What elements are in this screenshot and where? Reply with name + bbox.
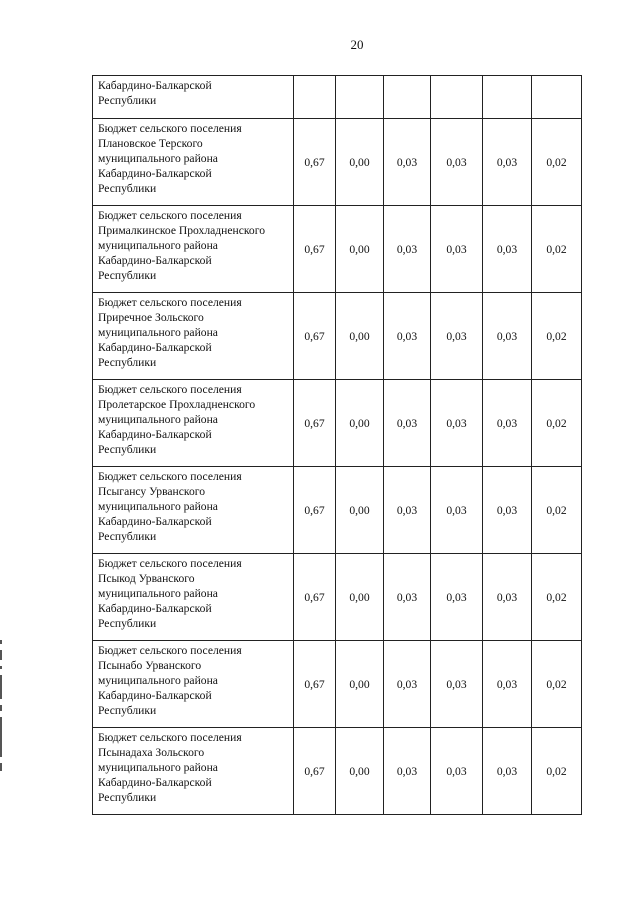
name-line: Кабардино-Балкарской xyxy=(98,79,212,92)
name-line: Кабардино-Балкарской xyxy=(98,776,212,789)
name-line: Кабардино-Балкарской xyxy=(98,515,212,528)
value-cell: 0,02 xyxy=(532,206,582,293)
value-cell: 0,02 xyxy=(532,554,582,641)
value-cell: 0,00 xyxy=(336,380,384,467)
value-cell: 0,00 xyxy=(336,554,384,641)
value-cell: 0,03 xyxy=(483,641,532,728)
name-line: Бюджет сельского поселения xyxy=(98,383,242,396)
name-line: Кабардино-Балкарской xyxy=(98,254,212,267)
settlement-name-cell xyxy=(93,206,294,293)
name-line: Кабардино-Балкарской xyxy=(98,341,212,354)
value-cell: 0,03 xyxy=(384,119,431,206)
name-line: муниципального района xyxy=(98,326,218,339)
value-cell: 0,02 xyxy=(532,293,582,380)
settlement-name-cell xyxy=(93,554,294,641)
value-cell: 0,03 xyxy=(431,119,483,206)
value-cell: 0,00 xyxy=(336,119,384,206)
value-cell: 0,00 xyxy=(336,293,384,380)
value-cell: 0,67 xyxy=(294,119,336,206)
name-line: Пролетарское Прохладненского xyxy=(98,398,256,411)
value-cell: 0,00 xyxy=(336,467,384,554)
name-line: Бюджет сельского поселения xyxy=(98,296,242,309)
settlement-name-cell xyxy=(93,641,294,728)
value-cell: 0,03 xyxy=(384,467,431,554)
name-line: Псынадаха Зольского xyxy=(98,746,205,759)
value-cell: 0,00 xyxy=(336,728,384,815)
value-cell: 0,03 xyxy=(483,380,532,467)
value-cell xyxy=(483,76,532,119)
value-cell: 0,03 xyxy=(483,467,532,554)
table-row xyxy=(93,206,582,293)
name-line: Псынабо Урванского xyxy=(98,659,202,672)
settlement-name-cell xyxy=(93,380,294,467)
budget-table xyxy=(92,75,582,815)
name-line: муниципального района xyxy=(98,674,218,687)
value-cell xyxy=(294,76,336,119)
value-cell: 0,03 xyxy=(384,641,431,728)
value-cell: 0,03 xyxy=(483,119,532,206)
value-cell: 0,03 xyxy=(431,293,483,380)
name-line: муниципального района xyxy=(98,500,218,513)
value-cell: 0,03 xyxy=(431,380,483,467)
value-cell: 0,03 xyxy=(384,293,431,380)
value-cell: 0,03 xyxy=(483,728,532,815)
name-line: Псыгансу Урванского xyxy=(98,485,206,498)
value-cell: 0,03 xyxy=(483,554,532,641)
value-cell xyxy=(431,76,483,119)
name-line: муниципального района xyxy=(98,413,218,426)
value-cell: 0,00 xyxy=(336,641,384,728)
settlement-name-cell xyxy=(93,728,294,815)
name-line: Прималкинское Прохладненского xyxy=(98,224,265,237)
value-cell: 0,67 xyxy=(294,728,336,815)
value-cell: 0,00 xyxy=(336,206,384,293)
name-line: муниципального района xyxy=(98,152,218,165)
table-body xyxy=(93,76,582,815)
table-row xyxy=(93,554,582,641)
name-line: Бюджет сельского поселения xyxy=(98,731,242,744)
name-line: муниципального района xyxy=(98,587,218,600)
name-line: Республики xyxy=(98,94,157,107)
name-line: Республики xyxy=(98,182,157,195)
name-line: Приречное Зольского xyxy=(98,311,204,324)
name-line: Республики xyxy=(98,704,157,717)
scan-margin-marks xyxy=(0,640,3,900)
name-line: Республики xyxy=(98,443,157,456)
value-cell: 0,03 xyxy=(431,641,483,728)
name-line: Республики xyxy=(98,269,157,282)
value-cell: 0,02 xyxy=(532,728,582,815)
value-cell: 0,02 xyxy=(532,467,582,554)
value-cell: 0,67 xyxy=(294,554,336,641)
name-line: Псыкод Урванского xyxy=(98,572,195,585)
settlement-name-cell xyxy=(93,119,294,206)
settlement-name-cell xyxy=(93,76,294,119)
name-line: Республики xyxy=(98,617,157,630)
value-cell: 0,03 xyxy=(431,554,483,641)
table-row-continuation xyxy=(93,76,582,119)
table-row xyxy=(93,728,582,815)
value-cell: 0,02 xyxy=(532,641,582,728)
name-line: Кабардино-Балкарской xyxy=(98,689,212,702)
value-cell xyxy=(532,76,582,119)
value-cell: 0,02 xyxy=(532,119,582,206)
value-cell: 0,03 xyxy=(483,293,532,380)
value-cell: 0,03 xyxy=(384,554,431,641)
name-line: Бюджет сельского поселения xyxy=(98,470,242,483)
table-row xyxy=(93,467,582,554)
name-line: муниципального района xyxy=(98,239,218,252)
table-row xyxy=(93,380,582,467)
table-row xyxy=(93,641,582,728)
name-line: Кабардино-Балкарской xyxy=(98,428,212,441)
name-line: Республики xyxy=(98,530,157,543)
value-cell: 0,67 xyxy=(294,380,336,467)
name-line: Бюджет сельского поселения xyxy=(98,122,242,135)
settlement-name-cell xyxy=(93,467,294,554)
value-cell: 0,03 xyxy=(431,206,483,293)
name-line: Бюджет сельского поселения xyxy=(98,209,242,222)
name-line: муниципального района xyxy=(98,761,218,774)
name-line: Плановское Терского xyxy=(98,137,203,150)
value-cell: 0,67 xyxy=(294,206,336,293)
table-row xyxy=(93,293,582,380)
page-number: 20 xyxy=(350,37,364,52)
value-cell: 0,03 xyxy=(431,467,483,554)
value-cell: 0,67 xyxy=(294,641,336,728)
value-cell xyxy=(336,76,384,119)
name-line: Кабардино-Балкарской xyxy=(98,602,212,615)
value-cell: 0,03 xyxy=(384,380,431,467)
value-cell: 0,03 xyxy=(431,728,483,815)
name-line: Кабардино-Балкарской xyxy=(98,167,212,180)
table-row xyxy=(93,119,582,206)
settlement-name-cell xyxy=(93,293,294,380)
name-line: Республики xyxy=(98,791,157,804)
value-cell xyxy=(384,76,431,119)
value-cell: 0,67 xyxy=(294,467,336,554)
value-cell: 0,03 xyxy=(483,206,532,293)
value-cell: 0,02 xyxy=(532,380,582,467)
name-line: Бюджет сельского поселения xyxy=(98,644,242,657)
value-cell: 0,03 xyxy=(384,728,431,815)
value-cell: 0,67 xyxy=(294,293,336,380)
name-line: Бюджет сельского поселения xyxy=(98,557,242,570)
name-line: Республики xyxy=(98,356,157,369)
value-cell: 0,03 xyxy=(384,206,431,293)
